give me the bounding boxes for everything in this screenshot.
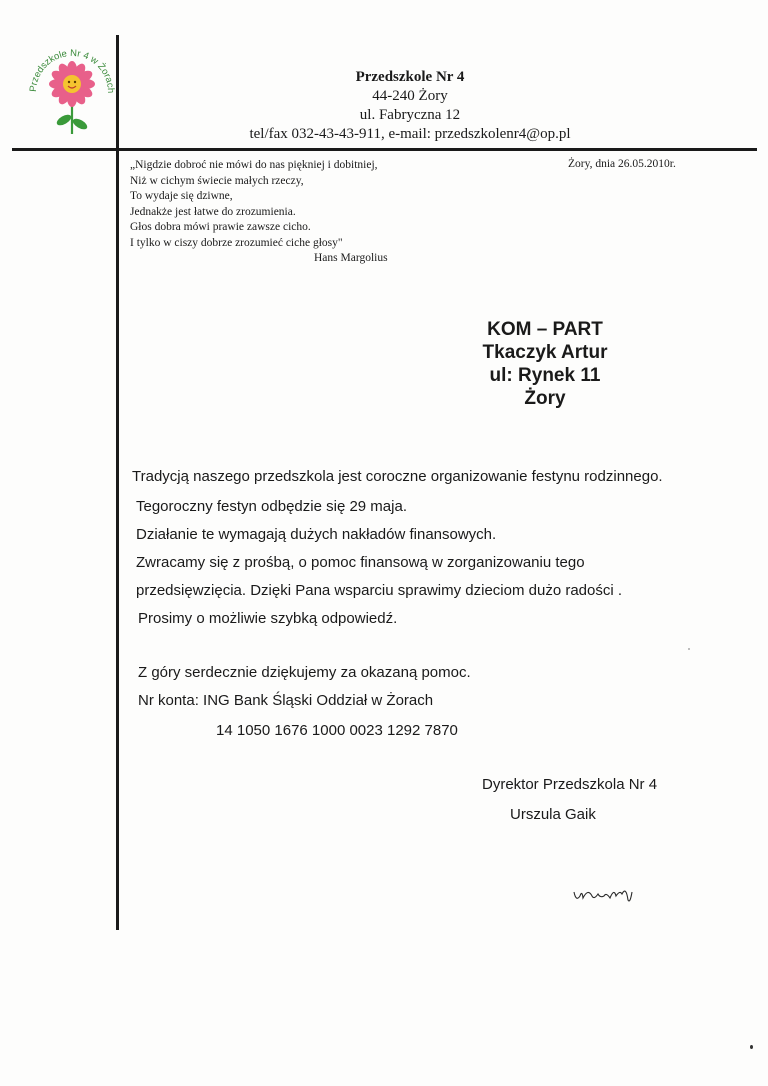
quote-line: I tylko w ciszy dobrze zrozumieć ciche głosy" xyxy=(130,236,343,249)
scan-speck xyxy=(750,1045,753,1049)
addressee-person: Tkaczyk Artur xyxy=(482,342,608,363)
bank-account-number: 14 1050 1676 1000 0023 1292 7870 xyxy=(216,722,458,739)
institution-street: ul. Fabryczna 12 xyxy=(359,107,461,123)
vertical-rule xyxy=(116,35,119,930)
body-line: Zwracamy się z prośbą, o pomoc finansową w zorganizowaniu tego xyxy=(136,554,585,571)
body-line: Tegoroczny festyn odbędzie się 29 maja. xyxy=(136,498,407,515)
addressee-street: ul: Rynek 11 xyxy=(489,365,601,386)
institution-postal: 44-240 Żory xyxy=(372,88,448,104)
quote-line: Głos dobra mówi prawie zawsze cicho. xyxy=(130,221,311,233)
quote-author: Hans Margolius xyxy=(314,252,388,264)
quote-line: „Nigdzie dobroć nie mówi do nas piękniej i dobitniej, xyxy=(130,159,378,171)
letter-date: Żory, dnia 26.05.2010r. xyxy=(568,158,676,170)
flower-icon xyxy=(49,61,95,134)
body-line: Działanie te wymagają dużych nakładów finansowych. xyxy=(136,526,497,543)
addressee-city: Żory xyxy=(524,388,566,409)
signatory-title: Dyrektor Przedszkola Nr 4 xyxy=(482,776,658,793)
addressee-block xyxy=(470,318,620,410)
institution-contact: tel/fax 032-43-43-911, e-mail: przedszkolenr4@op.pl xyxy=(249,126,571,142)
logo-arc-text: Przedszkole Nr 4 w Żorach xyxy=(27,47,117,94)
scan-speck xyxy=(688,648,690,650)
kindergarten-flower-logo xyxy=(26,40,118,136)
bank-account-label: Nr konta: ING Bank Śląski Oddział w Żorach xyxy=(138,692,434,709)
horizontal-rule xyxy=(12,148,757,151)
signatory-name: Urszula Gaik xyxy=(510,806,596,823)
addressee-company: KOM – PART xyxy=(487,319,603,340)
quote-line: Niż w cichym świecie małych rzeczy, xyxy=(130,174,304,187)
quote-line: To wydaje się dziwne, xyxy=(130,190,233,202)
body-line: Prosimy o możliwie szybką odpowiedź. xyxy=(138,610,398,627)
letterhead xyxy=(200,68,620,144)
motto-quote xyxy=(130,158,430,267)
institution-name: Przedszkole Nr 4 xyxy=(355,69,465,85)
body-line: przedsięwzięcia. Dzięki Pana wsparciu sprawimy dzieciom dużo radości . xyxy=(136,582,623,599)
thanks-line: Z góry serdecznie dziękujemy za okazaną pomoc. xyxy=(138,664,471,681)
quote-line: Jednakże jest łatwe do zrozumienia. xyxy=(130,205,296,218)
handwritten-signature xyxy=(570,882,640,908)
body-line: Tradycją naszego przedszkola jest coroczne organizowanie festynu rodzinnego. xyxy=(132,468,663,485)
